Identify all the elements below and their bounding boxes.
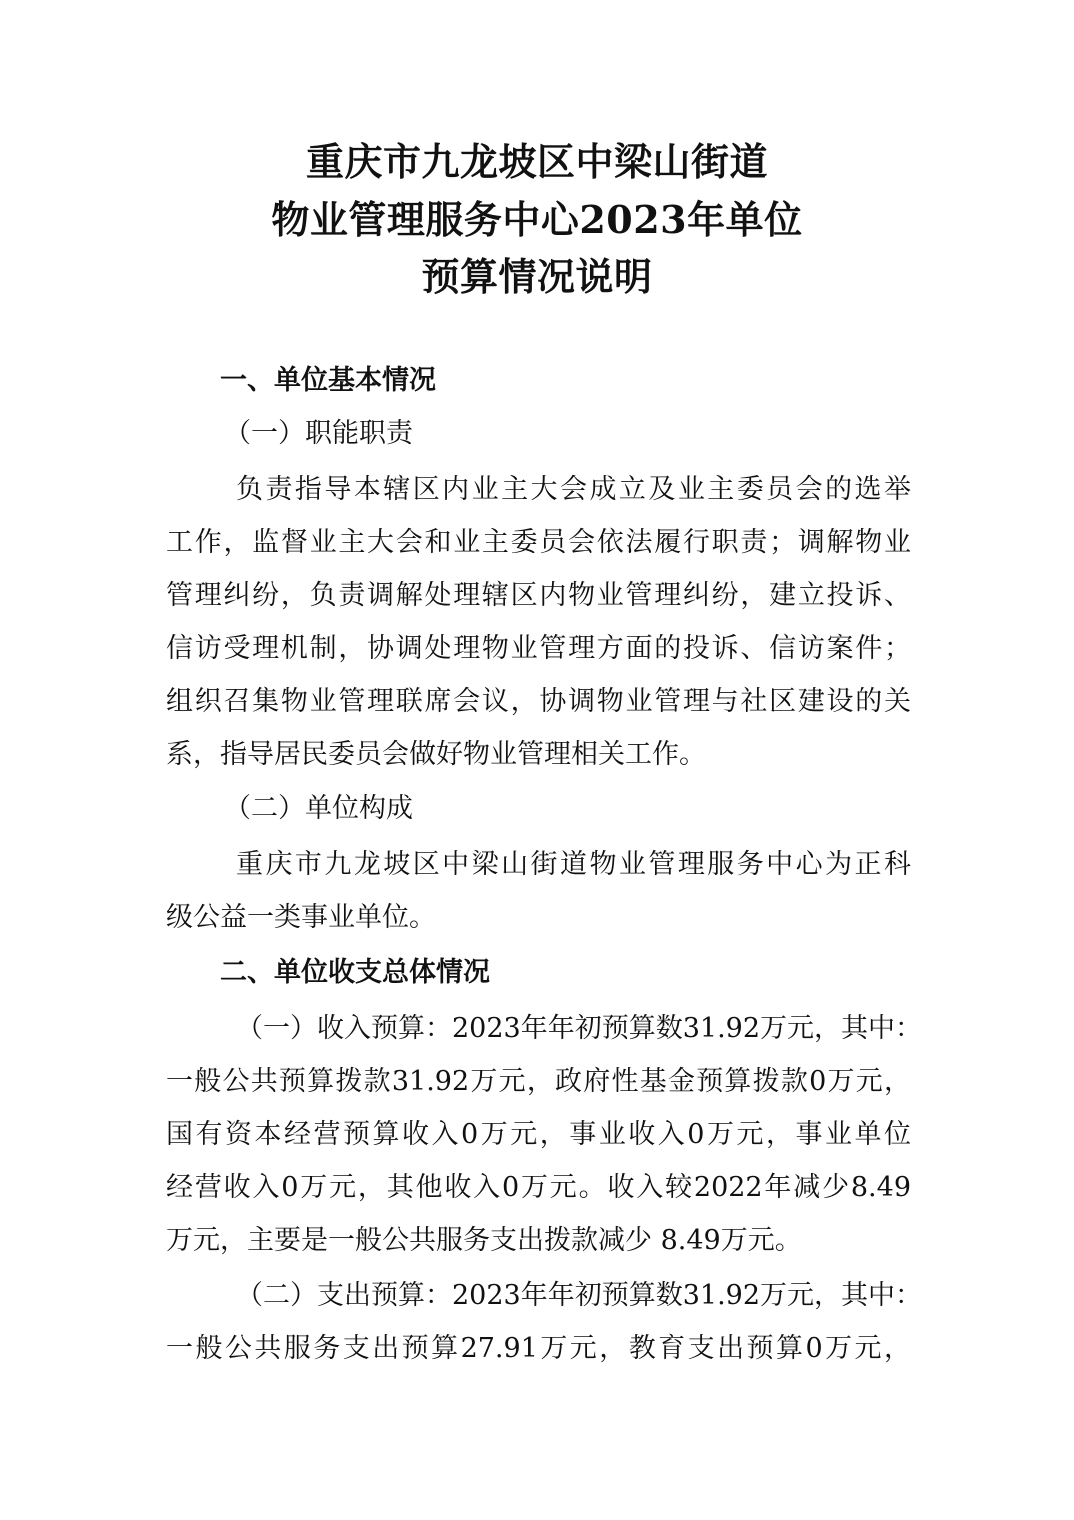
paragraph-line: 万元，主要是一般公共服务支出拨款减少 8.49万元。 bbox=[166, 1225, 802, 1256]
document-title-line-1: 重庆市九龙坡区中梁山街道 bbox=[305, 139, 768, 184]
paragraph-line: 负责指导本辖区内业主大会成立及业主委员会的选举 bbox=[236, 474, 911, 505]
document-title-line-2: 物业管理服务中心2023年单位 bbox=[271, 197, 803, 242]
paragraph-line: 一般公共预算拨款31.92万元，政府性基金预算拨款0万元， bbox=[166, 1066, 911, 1097]
section-heading-basic-info: 一、单位基本情况 bbox=[220, 365, 436, 396]
paragraph-line: 组织召集物业管理联席会议，协调物业管理与社区建设的关 bbox=[166, 686, 911, 717]
paragraph-line: 国有资本经营预算收入0万元，事业收入0万元，事业单位 bbox=[166, 1119, 911, 1150]
subheading-unit-composition: （二）单位构成 bbox=[224, 793, 413, 824]
paragraph-line: 一般公共服务支出预算27.91万元，教育支出预算0万元， bbox=[166, 1333, 911, 1364]
paragraph-line: 信访受理机制，协调处理物业管理方面的投诉、信访案件； bbox=[166, 633, 911, 664]
paragraph-line: 重庆市九龙坡区中梁山街道物业管理服务中心为正科 bbox=[236, 849, 911, 880]
subheading-duties: （一）职能职责 bbox=[224, 418, 413, 449]
paragraph-line: 系，指导居民委员会做好物业管理相关工作。 bbox=[166, 739, 706, 770]
paragraph-line: 管理纠纷，负责调解处理辖区内物业管理纠纷，建立投诉、 bbox=[166, 580, 911, 611]
paragraph-line: （二）支出预算：2023年年初预算数31.92万元，其中： bbox=[236, 1280, 923, 1311]
paragraph-line: 级公益一类事业单位。 bbox=[166, 902, 436, 933]
paragraph-line: （一）收入预算：2023年年初预算数31.92万元，其中： bbox=[236, 1013, 923, 1044]
paragraph-line: 工作，监督业主大会和业主委员会依法履行职责；调解物业 bbox=[166, 527, 911, 558]
section-heading-income-expense: 二、单位收支总体情况 bbox=[220, 957, 490, 988]
paragraph-line: 经营收入0万元，其他收入0万元。收入较2022年减少8.49 bbox=[166, 1172, 911, 1203]
document-title-line-3: 预算情况说明 bbox=[421, 254, 653, 299]
